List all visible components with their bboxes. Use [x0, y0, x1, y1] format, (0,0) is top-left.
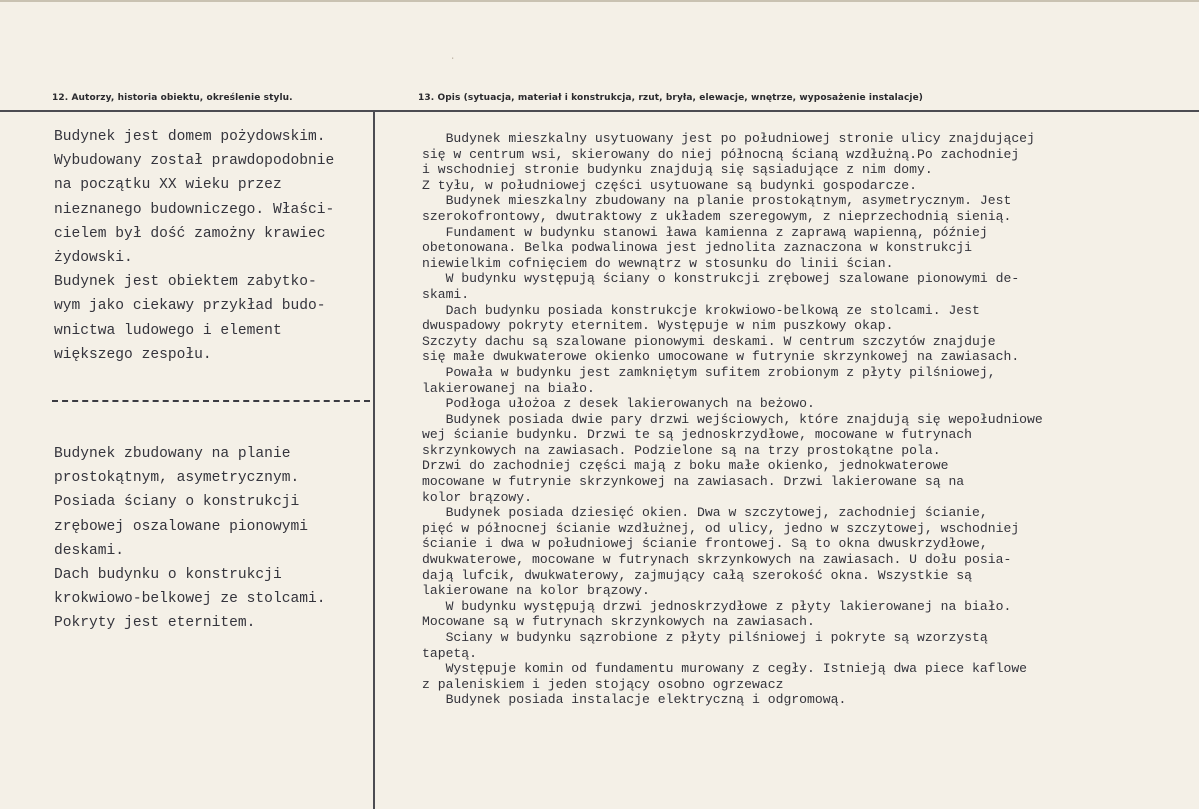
text-line: dwukwaterowe, mocowane w futrynach skrzynkowych na zawiasach. U dołu posia-: [422, 552, 1012, 568]
text-line: zrębowej oszalowane pionowymi: [54, 518, 308, 535]
text-line: na początku XX wieku przez: [54, 177, 282, 194]
text-line: Podłoga ułożoa z desek lakierowanych na beżowo.: [422, 396, 815, 412]
text-line: tapetą.: [422, 645, 478, 661]
text-line: Fundament w budynku stanowi ława kamienna z zaprawą wapienną, później: [422, 224, 988, 240]
text-line: Posiada ściany o konstrukcji: [54, 494, 300, 511]
text-line: cielem był dość zamożny krawiec: [54, 225, 326, 242]
text-line: lakierowanej na biało.: [422, 380, 595, 396]
text-line: W budynku występują ściany o konstrukcji zrębowej szalowane pionowymi de-: [422, 271, 1020, 287]
text-line: lakierowane na kolor brązowy.: [422, 583, 650, 599]
text-line: Powała w budynku jest zamkniętym sufitem zrobionym z płyty pilśniowej,: [422, 364, 996, 380]
text-line: ścianie i dwa w południowej ścianie frontowej. Są to okna dwuskrzydłowe,: [422, 536, 988, 552]
text-line: Sciany w budynku sązrobione z płyty pilśniowej i pokryte są wzorzystą: [422, 630, 988, 645]
text-line: większego zespołu.: [54, 346, 212, 363]
text-line: Budynek posiada dwie pary drzwi wejściowych, które znajdują się wepołudniowe: [422, 411, 1043, 427]
text-line: wej ścianie budynku. Drzwi te są jednoskrzydłowe, mocowane w futrynach: [422, 427, 973, 443]
text-line: z paleniskiem i jeden stojący osobno ogrzewacz: [422, 676, 784, 692]
text-line: Budynek posiada dziesięć okien. Dwa w szczytowej, zachodniej ścianie,: [422, 505, 988, 521]
text-line: skami.: [422, 286, 470, 302]
text-line: W budynku występują drzwi jednoskrzydłowe z płyty lakierowanej na biało.: [422, 598, 1012, 614]
column-divider: [373, 110, 375, 809]
section-13-header: 13. Opis (sytuacja, materiał i konstrukcja, rzut, bryła, elewacje, wnętrze, wyposażenie instalacje): [418, 93, 924, 103]
history-text: [54, 125, 334, 367]
text-line: Budynek mieszkalny zbudowany na planie prostokątnym, asymetrycznym. Jest: [422, 193, 1012, 209]
text-line: kolor brązowy.: [422, 489, 533, 505]
text-line: Drzwi do zachodniej części mają z boku małe okienko, jednokwaterowe: [422, 458, 949, 474]
text-line: Wybudowany został prawdopodobnie: [54, 153, 335, 170]
text-line: niewielkim cofnięciem do wewnątrz w stosunku do linii ścian.: [422, 255, 894, 271]
text-line: mocowane w futrynie skrzynkowej na zawiasach. Drzwi lakierowane są na: [422, 474, 965, 490]
text-line: żydowski.: [54, 250, 133, 267]
text-line: Z tyłu, w południowej części usytuowane są budynki gospodarcze.: [422, 177, 918, 193]
text-line: Budynek jest obiektem zabytko-: [54, 274, 317, 291]
text-line: Budynek posiada instalacje elektryczną i odgromową.: [422, 692, 847, 708]
text-line: Mocowane są w futrynach skrzynkowych na zawiasach.: [422, 614, 815, 630]
text-line: szerokofrontowy, dwutraktowy z układem szeregowym, z nieprzechodnią sienią.: [422, 208, 1012, 224]
text-line: i wschodniej stronie budynku znajdują się sąsiadujące z nim domy.: [422, 162, 933, 178]
description-text: [422, 131, 1043, 708]
text-line: dwuspadowy pokryty eternitem. Występuje w nim puszkowy okap.: [422, 318, 894, 334]
text-line: deskami.: [54, 542, 125, 559]
text-line: Budynek mieszkalny usytuowany jest po południowej stronie ulicy znajdującej: [422, 131, 1035, 146]
text-line: pięć w północnej ścianie wzdłużnej, od ulicy, jedno w szczytowej, wschodniej: [422, 520, 1020, 536]
text-line: się małe dwukwaterowe okienko umocowane w futrynie skrzynkowej na zawiasach.: [422, 349, 1020, 365]
text-line: wym jako ciekawy przykład budo-: [54, 298, 326, 315]
text-line: Szczyty dachu są szalowane pionowymi deskami. W centrum szczytów znajduje: [422, 333, 996, 349]
dashed-separator: [52, 400, 370, 402]
text-line: krokwiowo-belkowej ze stolcami.: [54, 591, 326, 608]
text-line: Dach budynku o konstrukcji: [54, 567, 282, 584]
text-line: prostokątnym, asymetrycznym.: [54, 470, 300, 487]
text-line: obetonowana. Belka podwalinowa jest jednolita zaznaczona w konstrukcji: [422, 240, 973, 256]
summary-text: [54, 442, 326, 636]
text-line: Występuje komin od fundamentu murowany z cegły. Istnieją dwa piece kaflowe: [422, 661, 1028, 677]
text-line: się w centrum wsi, skierowany do niej północną ścianą wzdłużną.Po zachodniej: [422, 146, 1020, 162]
text-line: Budynek jest domem pożydowskim.: [54, 129, 326, 145]
text-line: dają lufcik, dwukwaterowy, zajmujący całą szerokość okna. Wszystkie są: [422, 567, 973, 583]
text-line: Dach budynku posiada konstrukcje krokwiowo-belkową ze stolcami. Jest: [422, 302, 980, 318]
text-line: Pokryty jest eternitem.: [54, 615, 256, 632]
stray-ink-mark: ⋅: [451, 52, 455, 65]
text-line: nieznanego budowniczego. Właści-: [54, 201, 335, 218]
text-line: wnictwa ludowego i element: [54, 322, 282, 339]
section-12-header: 12. Autorzy, historia obiektu, określenie stylu.: [52, 93, 293, 103]
text-line: skrzynkowych na zawiasach. Podzielone są na trzy prostokątne pola.: [422, 442, 941, 458]
text-line: Budynek zbudowany na planie: [54, 446, 291, 462]
header-divider: [0, 110, 1199, 112]
